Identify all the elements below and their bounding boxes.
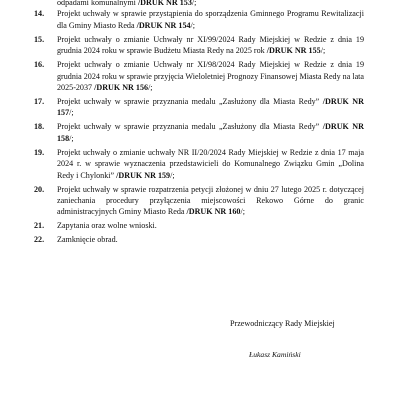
- item-end: /;: [69, 133, 74, 143]
- session-agenda: [34, 0, 364, 246]
- item-text: Projekt uchwały o zmianie Uchwały nr XI/99/2024 Rady Miejskiej w Redzie z dnia 19 grudnia 2024 roku w sprawie Budżetu Miasta Redy na 2025 rok: [57, 34, 364, 56]
- item-number: 20.: [34, 184, 45, 194]
- item-text: odpadami komunalnymi: [57, 0, 138, 7]
- signature-name: Łukasz Kamiński: [249, 350, 301, 359]
- item-end: /;: [191, 0, 197, 7]
- item-text: Zapytania oraz wolne wnioski.: [57, 221, 157, 231]
- agenda-item-14: [34, 8, 364, 31]
- agenda-item-18: [34, 121, 364, 144]
- item-number: 15.: [34, 34, 45, 44]
- druk-number: /DRUK NR 160: [186, 207, 241, 217]
- agenda-item-22: [34, 234, 364, 245]
- item-end: /;: [320, 46, 326, 56]
- item-number: 19.: [34, 147, 45, 157]
- item-number: 21.: [34, 221, 45, 231]
- signature-title: Przewodniczący Rady Miejskiej: [230, 319, 335, 328]
- item-number: 14.: [34, 9, 45, 19]
- item-number: 22.: [34, 235, 45, 245]
- item-text: Projekt uchwały w sprawie rozpatrzenia petycji złożonej w dniu 27 lutego 2025 r. dotyczącej zaniechania procedury przyłączenia miejscowości Rekowo Górne do granic administracyjnych Gminy Miasto Reda: [57, 184, 364, 217]
- agenda-item-21: [34, 220, 364, 231]
- agenda-item-19: [34, 147, 364, 181]
- druk-number: /DRUK NR 154: [136, 20, 191, 30]
- druk-number: /DRUK NR 159: [116, 170, 171, 180]
- item-text: Projekt uchwały w sprawie przyznania medalu „Zasłużony dla Miasta Redy”: [57, 97, 323, 107]
- item-end: /;: [240, 207, 245, 217]
- druk-number: /DRUK NR 156: [94, 83, 149, 93]
- item-number: 17.: [34, 97, 45, 107]
- agenda-item-20: [34, 184, 364, 218]
- agenda-item-15: [34, 34, 364, 57]
- druk-number: /DRUK NR 158: [57, 122, 364, 143]
- item-text: Zamknięcie obrad.: [57, 235, 118, 245]
- item-text: Projekt uchwały w sprawie przystąpienia do sporządzenia Gminnego Programu Rewitalizacji dla Gminy Miasto Reda: [57, 9, 364, 30]
- agenda-item-continuation: [34, 0, 364, 8]
- druk-number: /DRUK NR 157: [57, 97, 364, 118]
- item-text: Projekt uchwały w sprawie przyznania medalu „Zasłużony dla Miasta Redy”: [57, 122, 323, 132]
- item-number: 18.: [34, 122, 45, 132]
- item-end: /;: [69, 108, 74, 118]
- item-end: /;: [170, 170, 175, 180]
- item-end: /;: [190, 20, 196, 30]
- item-text: Projekt uchwały o zmianie uchwały NR II/20/2024 Rady Miejskiej w Redzie z dnia 17 maja 2024 r. w sprawie wyznaczenia przedstawicieli do Komunalnego Związku Gmin „Dolina Redy i Chylonki”: [57, 147, 364, 180]
- agenda-item-16: [34, 59, 364, 93]
- item-number: 16.: [34, 60, 45, 70]
- druk-number: /DRUK NR 153: [137, 0, 192, 7]
- item-text: Projekt uchwały o zmianie Uchwały nr XI/98/2024 Rady Miejskiej w Redzie z dnia 19 grudnia 2024 roku w sprawie przyjęcia Wieloletniej Prognozy Finansowej Miasta Redy na lata 2025-2037: [57, 60, 365, 93]
- item-end: /;: [148, 83, 153, 93]
- druk-number: /DRUK NR 155: [266, 46, 321, 56]
- agenda-item-17: [34, 96, 364, 119]
